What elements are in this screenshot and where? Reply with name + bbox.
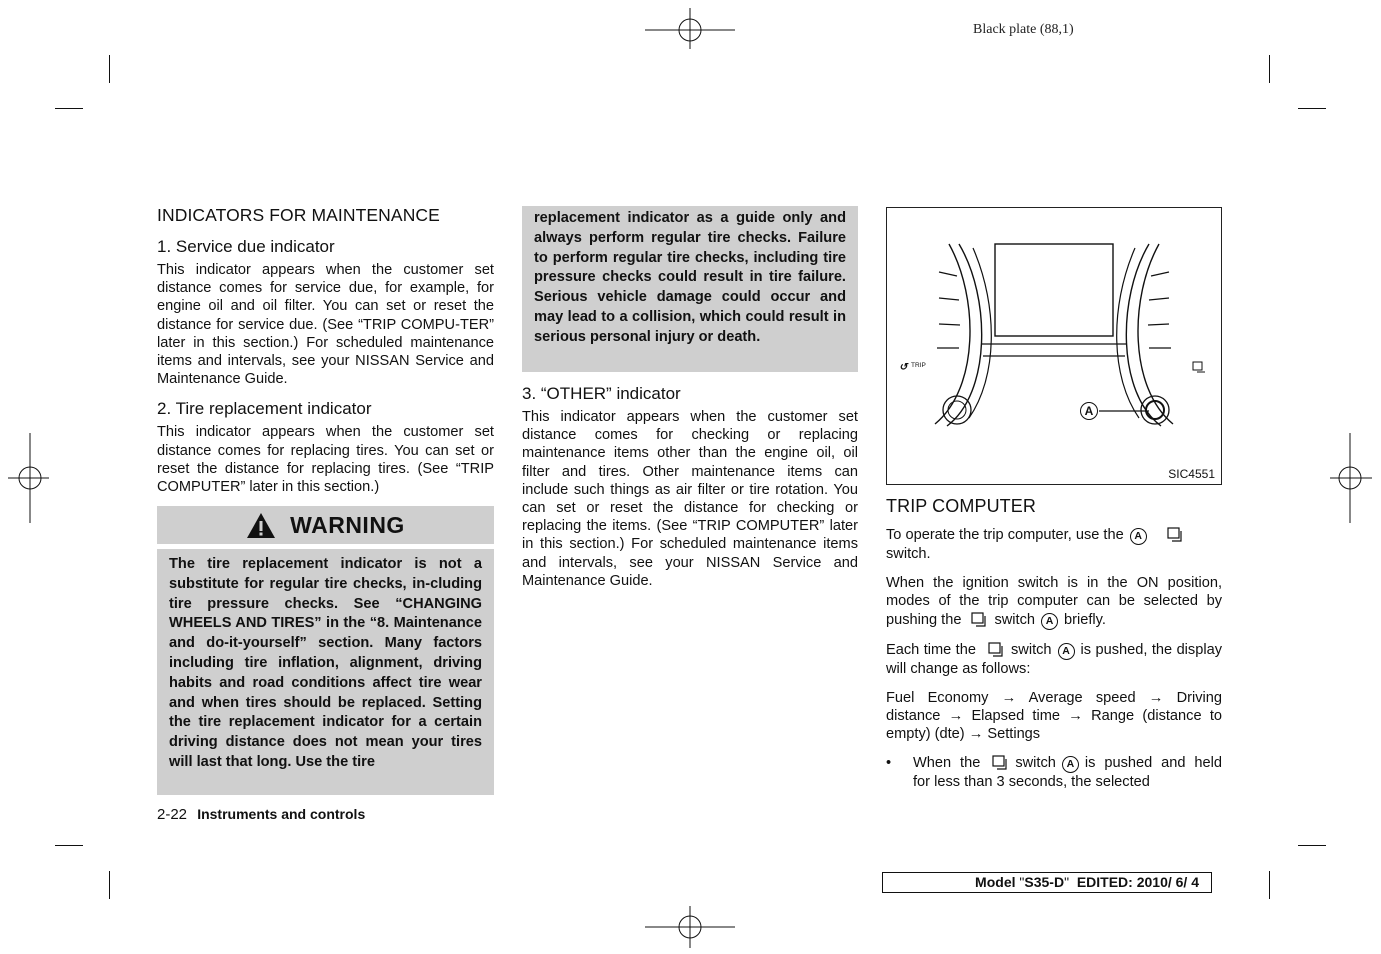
- crop-mark: [109, 871, 110, 899]
- edited-date: EDITED: 2010/ 6/ 4: [1076, 874, 1199, 890]
- warning-box-continued: [522, 206, 858, 372]
- warning-continued-text: replacement indicator as a guide only and always perform regular tire checks. Failure to perform regular tire checks, including tire pressure checks could result in tire failure. Serious vehicle damage could occur and may lead to a collision, which could result in serious personal injury or death.: [534, 210, 846, 345]
- model-quote: ": [1019, 874, 1025, 890]
- section-title-maintenance: INDICATORS FOR MAINTENANCE: [157, 205, 440, 225]
- figure-code: SIC4551: [1168, 467, 1215, 481]
- model-code: S35-D: [1024, 874, 1065, 890]
- svg-text:↺: ↺: [899, 362, 908, 373]
- switch-word: switch: [1010, 641, 1052, 658]
- display-switch-icon: [1167, 527, 1184, 542]
- each-time-text-end: is pushed, the display will change as follows:: [886, 641, 1222, 677]
- left-column: [157, 205, 494, 496]
- ignition-text: When the ignition switch is in the ON position, modes of the trip computer can be selected by pushing the: [886, 575, 1222, 628]
- crop-mark: [109, 55, 110, 83]
- plate-label: Black plate (88,1): [973, 22, 1074, 37]
- section-title-trip-computer: TRIP COMPUTER: [886, 496, 1036, 516]
- page-number: 2-22: [157, 806, 188, 823]
- briefly-word: briefly.: [1064, 611, 1106, 628]
- warning-title: WARNING: [290, 511, 405, 538]
- each-time-paragraph: [886, 641, 1222, 678]
- chapter-name: Instruments and controls: [197, 806, 366, 822]
- callout-a: A: [1080, 402, 1098, 420]
- crop-mark: [1298, 108, 1326, 109]
- registration-mark-left: [5, 433, 49, 523]
- registration-mark-bottom: [645, 906, 735, 950]
- crop-mark: [1269, 871, 1270, 899]
- gauge-cluster-illustration: [887, 208, 1221, 484]
- registration-mark-right: [1330, 433, 1374, 523]
- crop-mark: [55, 108, 83, 109]
- mode-sequence: Fuel Economy → Average speed → Driving distance → Elapsed time → Range (distance to empty) (dte) → Settings: [886, 689, 1222, 743]
- warning-triangle-icon: [246, 512, 276, 539]
- subsection-service-due: 1. Service due indicator: [157, 237, 335, 256]
- switch-word: switch: [994, 611, 1036, 628]
- model-prefix: Model: [975, 874, 1016, 890]
- subsection-tire-replacement: 2. Tire replacement indicator: [157, 399, 372, 419]
- display-switch-icon: [988, 642, 1005, 657]
- each-time-text: Each time the: [886, 641, 976, 658]
- tire-replacement-text: This indicator appears when the customer set distance comes for replacing tires. You can set or reset the distance for replacing tires. (See “TRIP COMPUTER” later in this section.): [157, 424, 494, 496]
- warning-text: The tire replacement indicator is not a substitute for regular tire checks, in-cluding tire pressure checks. See “CHANGING WHEELS AND TIRES” in the “8. Maintenance and do-it-yourself” section. Many factors including tire inflation, alignment, driving habits and road conditions affect tire wear and when tires should be replaced. Setting the tire replacement indicator for a certain driving distance does not mean your tires will last that long. Use the tire: [169, 556, 482, 770]
- bullet-text-a: When the: [913, 755, 981, 772]
- trip-label: TRIP: [911, 362, 926, 369]
- ignition-paragraph: [886, 574, 1222, 629]
- page-footer: [157, 806, 365, 823]
- model-quote: ": [1064, 874, 1070, 890]
- right-column: [886, 496, 1222, 792]
- callout-a-icon: A: [1062, 756, 1079, 773]
- model-info-box: [882, 872, 1212, 893]
- bullet-item: [886, 754, 1222, 791]
- registration-mark-top: [645, 5, 735, 49]
- warning-header: [157, 506, 494, 544]
- other-indicator-text: This indicator appears when the customer set distance comes for checking or replacing maintenance items other than the engine oil, oil filter and tires. Other maintenance items can include such things as air filter or tire rotation. You can set or reset the distance for checking or replacing the items. (See “TRIP COMPUTER” later in this section.) For scheduled maintenance items and intervals, see your NISSAN Service and Maintenance Guide.: [522, 409, 858, 589]
- service-due-text: This indicator appears when the customer set distance comes for service due, for example, for engine oil and oil filter. You can set or reset the distance for service due. (See “TRIP COMPU-TER” later in this section.) For scheduled maintenance items and intervals, see your NISSAN Service and Maintenance Guide.: [157, 262, 494, 388]
- intro-text: To operate the trip computer, use the: [886, 527, 1124, 543]
- bullet-text-c: is pushed and held for less than 3 seconds, the selected: [913, 755, 1223, 791]
- callout-a-icon: A: [1041, 613, 1058, 630]
- subsection-other-indicator: 3. “OTHER” indicator: [522, 384, 681, 403]
- bullet-mark: •: [886, 755, 892, 772]
- intro-text-end: switch.: [886, 546, 931, 562]
- trip-computer-intro: [886, 526, 1222, 563]
- bullet-text: [913, 754, 1222, 791]
- crop-mark: [1298, 845, 1326, 846]
- callout-a-icon: A: [1058, 643, 1075, 660]
- middle-column: [522, 384, 858, 590]
- crop-mark: [55, 845, 83, 846]
- callout-a-icon: A: [1130, 528, 1147, 545]
- instrument-panel-figure: [886, 207, 1222, 485]
- warning-box: [157, 549, 494, 795]
- switch-word: switch: [1015, 755, 1056, 772]
- display-switch-icon: [971, 612, 988, 627]
- crop-mark: [1269, 55, 1270, 83]
- display-switch-icon: [992, 755, 1009, 770]
